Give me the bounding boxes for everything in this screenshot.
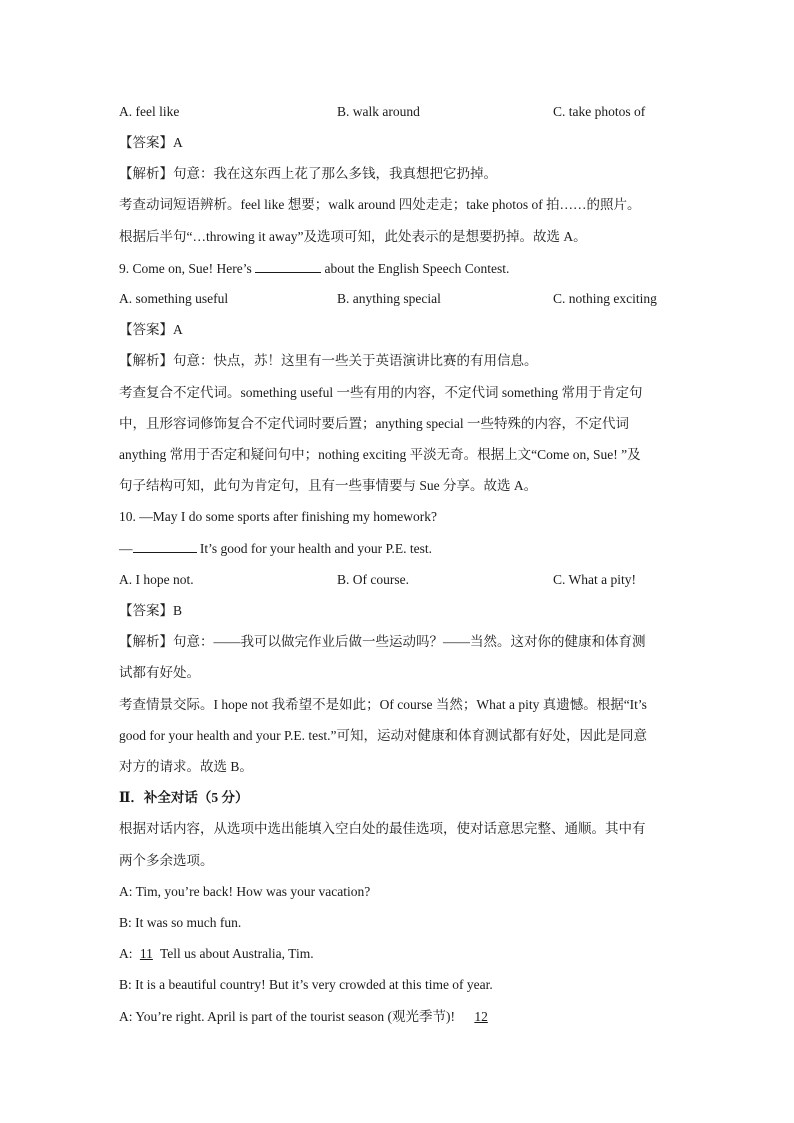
q9-explain-4: anything 常用于否定和疑问句中；nothing exciting 平淡无奇。根据上文“Come on, Sue! ”及 [119,447,641,462]
q10-stem-1: 10. —May I do some sports after finishing my homework? [119,509,437,524]
q10-explain-2: 试都有好处。 [119,665,200,680]
q8-option-b: B. walk around [337,104,420,119]
section-instructions-2: 两个多余选项。 [119,853,214,868]
q8-option-c: C. take photos of [553,104,646,119]
dialogue-line-3 [119,944,679,964]
q9-explain-2: 考查复合不定代词。something useful 一些有用的内容，不定代词 something 常用于肯定句 [119,385,643,400]
dialogue-line-4: B: It is a beautiful country! But it’s very crowded at this time of year. [119,977,493,992]
q9-explain-1: 【解析】句意：快点，苏！这里有一些关于英语演讲比赛的有用信息。 [119,353,538,368]
q8-explain-2: 考查动词短语辨析。feel like 想要；walk around 四处走走；take photos of 拍……的照片。 [119,197,641,212]
q10-explain-4: good for your health and your P.E. test.”可知，运动对健康和体育测试都有好处，因此是同意 [119,728,647,743]
q8-option-a: A. feel like [119,104,180,119]
q10-dash: — [119,541,133,556]
q8-answer: 【答案】A [119,135,183,150]
q9-stem [119,258,679,279]
q10-option-b: B. Of course. [337,572,409,587]
q10-answer: 【答案】B [119,603,183,618]
section-heading: Ⅱ．补全对话（5 分） [119,790,249,805]
q10-option-a: A. I hope not. [119,572,194,587]
q8-explain-1: 【解析】句意：我在这东西上花了那么多钱，我真想把它扔掉。 [119,166,497,181]
dialogue-line-5 [119,1007,679,1027]
q10-stem-2 [119,538,679,559]
q9-option-c: C. nothing exciting [553,291,657,306]
q10-explain-3: 考查情景交际。I hope not 我希望不是如此；Of course 当然；What a pity 真遗憾。根据“It’s [119,697,647,712]
q10-explain-1: 【解析】句意：——我可以做完作业后做一些运动吗？——当然。这对你的健康和体育测 [119,634,646,649]
dialogue-line-3-rest: Tell us about Australia, Tim. [156,946,314,961]
dialogue-line-2: B: It was so much fun. [119,915,242,930]
dialogue-speaker-a: A: [119,946,136,961]
q8-explain-3: 根据后半句“…throwing it away”及选项可知，此处表示的是想要扔掉。故选 A。 [119,229,587,244]
q10-explain-5: 对方的请求。故选 B。 [119,759,253,774]
q9-option-a: A. something useful [119,291,229,306]
q10-blank [133,538,197,553]
q9-explain-5: 句子结构可知，此句为肯定句，且有一些事情要与 Sue 分享。故选 A。 [119,478,538,493]
blank-12: 12 [474,1009,488,1024]
q9-blank [255,258,321,273]
q9-answer: 【答案】A [119,322,183,337]
q9-option-b: B. anything special [337,291,441,306]
blank-11: 11 [139,946,153,961]
q9-stem-before: 9. Come on, Sue! Here’s [119,261,256,276]
q10-stem-after: It’s good for your health and your P.E. test. [196,541,432,556]
q9-explain-3: 中，且形容词修饰复合不定代词时要后置；anything special 一些特殊的内容，不定代词 [119,416,629,431]
dialogue-line-1: A: Tim, you’re back! How was your vacation? [119,884,371,899]
dialogue-line-5-text: A: You’re right. April is part of the tourist season (观光季节)! [119,1009,459,1024]
q10-option-c: C. What a pity! [553,572,636,587]
q9-stem-after: about the English Speech Contest. [321,261,510,276]
section-instructions-1: 根据对话内容，从选项中选出能填入空白处的最佳选项，使对话意思完整、通顺。其中有 [119,821,646,836]
